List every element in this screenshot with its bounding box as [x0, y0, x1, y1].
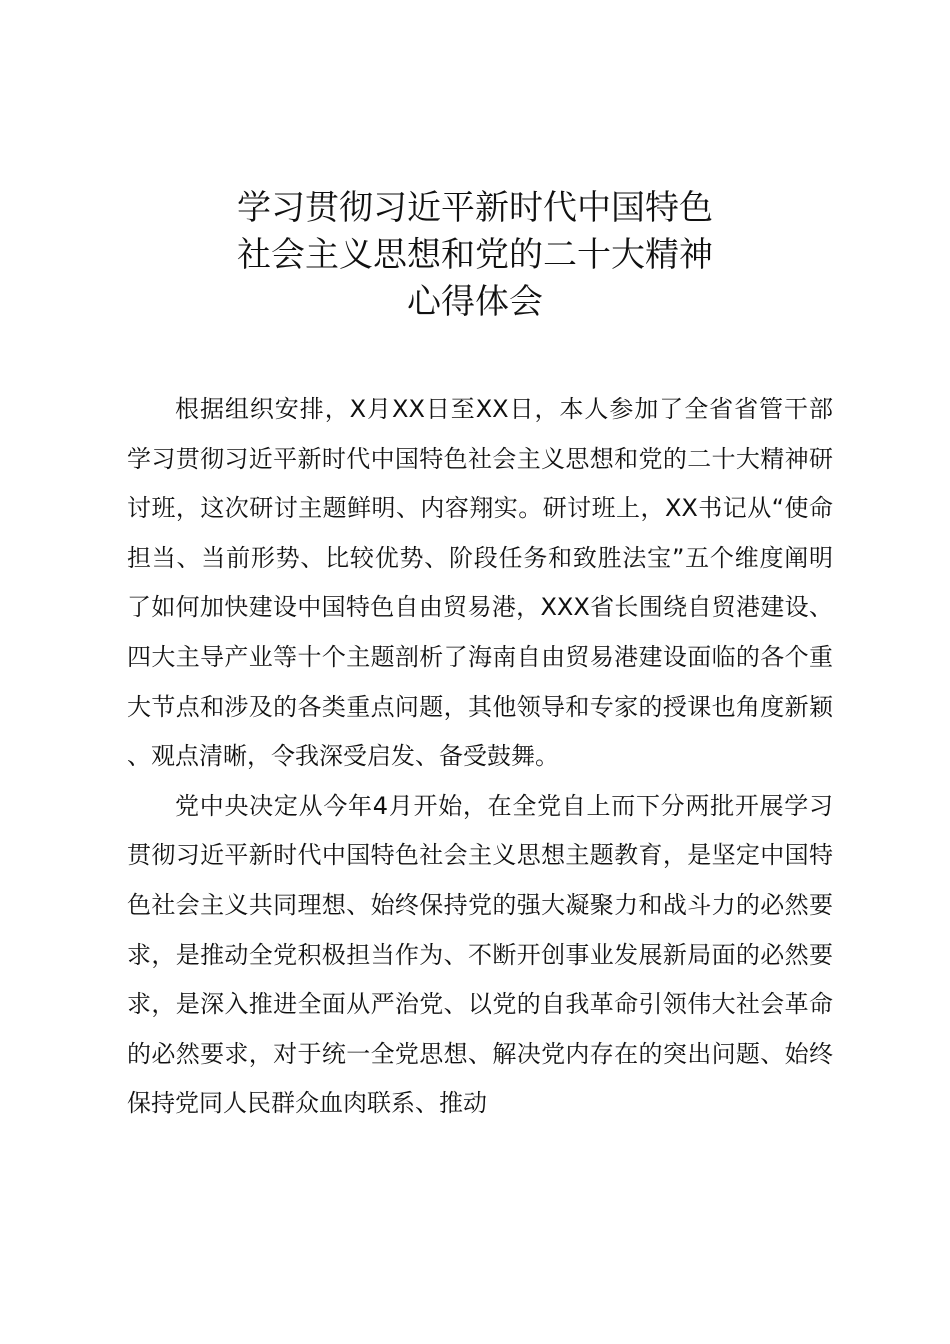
paragraph-2: 党中央决定从今年4月开始，在全党自上而下分两批开展学习贯彻习近平新时代中国特色社会主义思想主题教育，是坚定中国特色社会主义共同理想、始终保持党的强大凝聚力和战斗力的必然要求，是推动全党积极担当作为、不断开创事业发展新局面的必然要求，是深入推进全面从严治党、以党的自我革命引领伟大社会革命的必然要求，对于统一全党思想、解决党内存在的突出问题、始终保持党同人民群众血肉联系、推动	[127, 791, 833, 1118]
document-title	[0, 185, 950, 326]
paragraph-1: 根据组织安排，X月XX日至XX日，本人参加了全省省管干部学习贯彻习近平新时代中国特色社会主义思想和党的二十大精神研讨班，这次研讨主题鲜明、内容翔实。研讨班上，XX书记从“使命担当、当前形势、比较优势、阶段任务和致胜法宝”五个维度阐明了如何加快建设中国特色自由贸易港，XXX省长围绕自贸港建设、四大主导产业等十个主题剖析了海南自由贸易港建设面临的各个重大节点和涉及的各类重点问题，其他领导和专家的授课也角度新颖、观点清晰，令我深受启发、备受鼓舞。	[127, 395, 833, 771]
title-line-1: 学习贯彻习近平新时代中国特色	[237, 188, 713, 228]
title-line-2: 社会主义思想和党的二十大精神	[237, 235, 713, 275]
document-body	[127, 385, 833, 1129]
title-line-3: 心得体会	[407, 282, 543, 322]
